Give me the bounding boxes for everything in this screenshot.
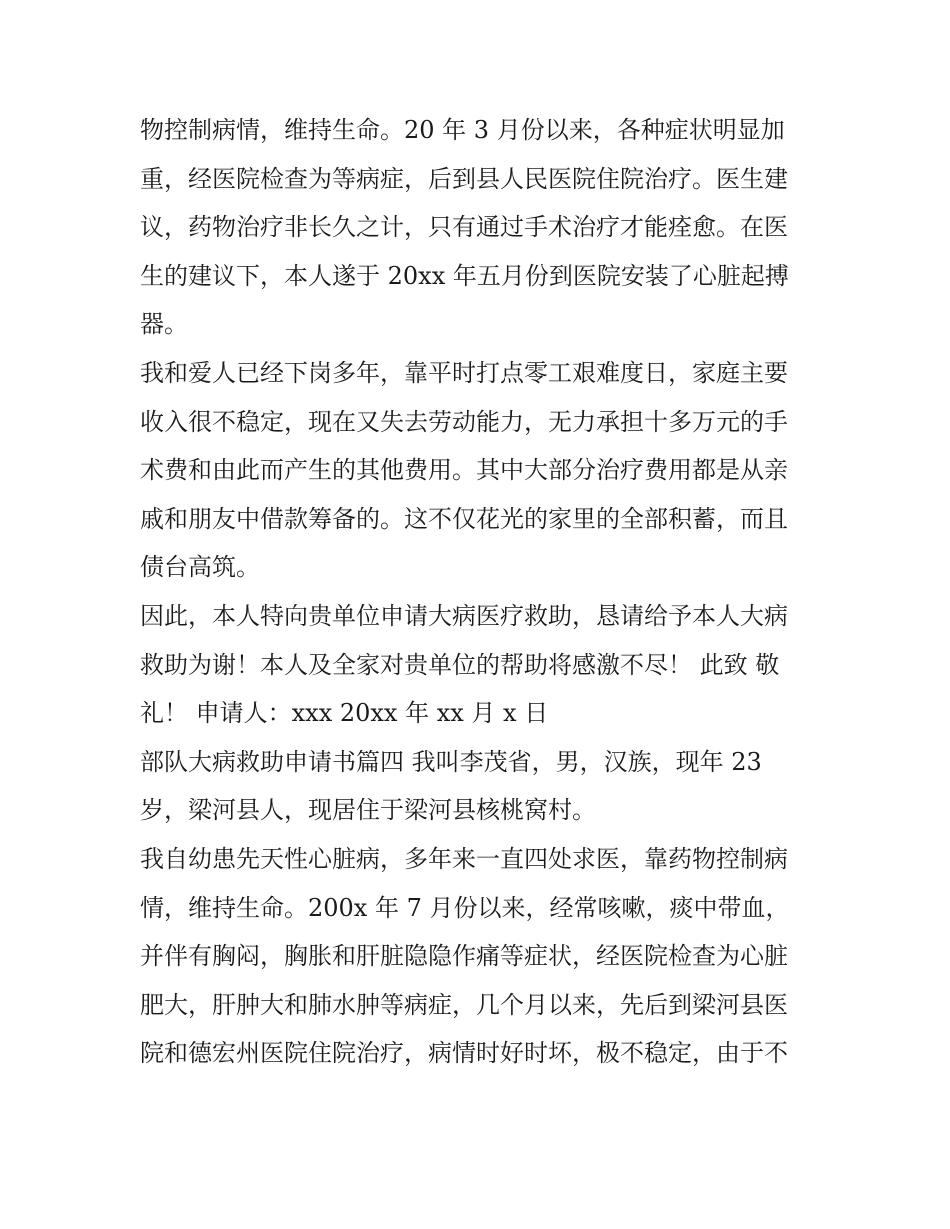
text-line: 院和德宏州医院住院治疗，病情时好时坏，极不稳定，由于不 bbox=[140, 1039, 788, 1068]
text-line: 岁，梁河县人，现居住于梁河县核桃窝村。 bbox=[140, 796, 596, 825]
text-line: 我和爱人已经下岗多年，靠平时打点零工艰难度日，家庭主要 bbox=[140, 358, 788, 387]
text-line: 生的建议下，本人遂于 20xx 年五月份到医院安装了心脏起搏 bbox=[140, 261, 789, 290]
text-line: 议，药物治疗非长久之计，只有通过手术治疗才能痊愈。在医 bbox=[140, 213, 788, 242]
text-line: 收入很不稳定，现在又失去劳动能力，无力承担十多万元的手 bbox=[140, 407, 788, 436]
text-line: 债台高筑。 bbox=[140, 553, 260, 582]
text-line: 救助为谢！本人及全家对贵单位的帮助将感激不尽！ 此致 敬 bbox=[140, 650, 780, 679]
text-line: 我自幼患先天性心脏病，多年来一直四处求医，靠药物控制病 bbox=[140, 844, 788, 873]
text-line: 戚和朋友中借款筹备的。这不仅花光的家里的全部积蓄，而且 bbox=[140, 504, 788, 533]
text-line: 器。 bbox=[140, 310, 188, 339]
text-line: 肥大，肝肿大和肺水肿等病症，几个月以来，先后到梁河县医 bbox=[140, 990, 788, 1019]
text-line: 礼！ 申请人：xxx 20xx 年 xx 月 x 日 bbox=[140, 699, 549, 728]
text-line: 术费和由此而产生的其他费用。其中大部分治疗费用都是从亲 bbox=[140, 456, 788, 485]
text-line: 并伴有胸闷，胸胀和肝脏隐隐作痛等症状，经医院检查为心脏 bbox=[140, 942, 788, 971]
text-line: 物控制病情，维持生命。20 年 3 月份以来，各种症状明显加 bbox=[140, 116, 785, 144]
text-line: 重，经医院检查为等病症，后到县人民医院住院治疗。医生建 bbox=[140, 164, 788, 193]
text-line: 因此，本人特向贵单位申请大病医疗救助，恳请给予本人大病 bbox=[140, 601, 788, 630]
body-text bbox=[140, 106, 830, 1078]
text-line: 情，维持生命。200x 年 7 月份以来，经常咳嗽，痰中带血， bbox=[140, 893, 790, 922]
text-line: 部队大病救助申请书篇四 我叫李茂省，男，汉族，现年 23 bbox=[140, 747, 762, 776]
